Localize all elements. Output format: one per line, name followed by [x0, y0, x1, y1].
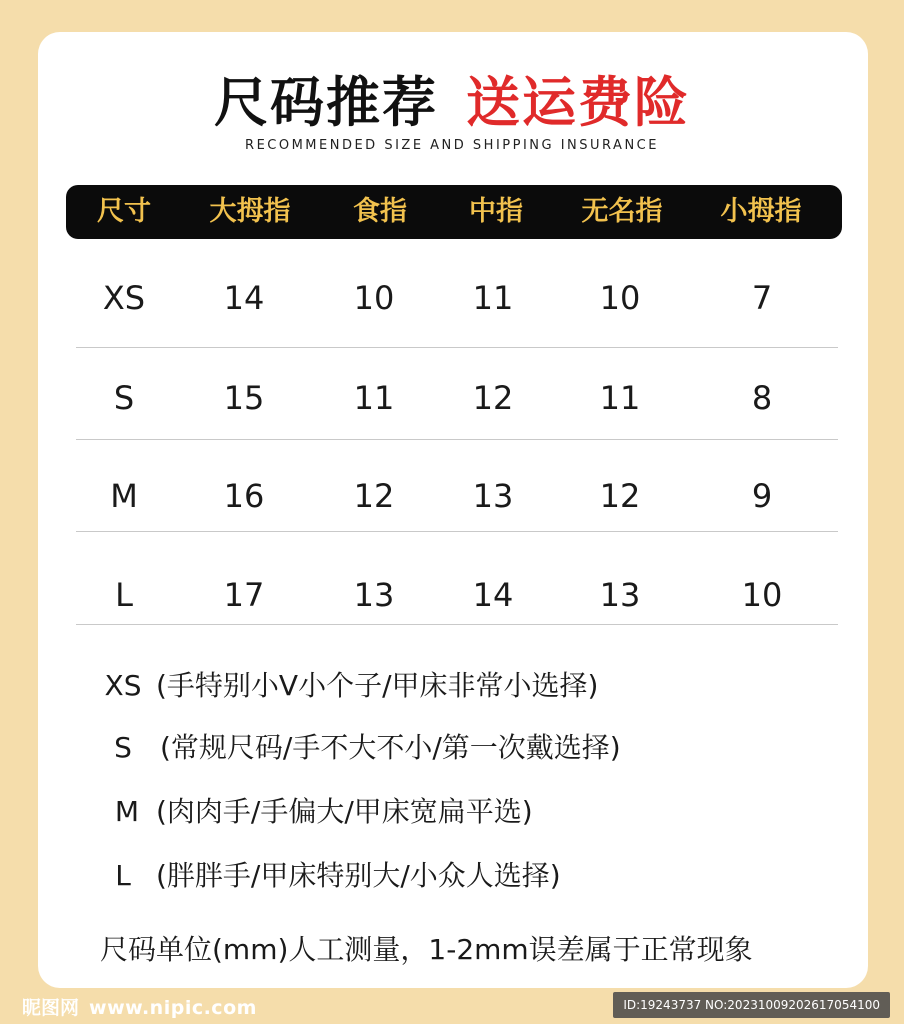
note-text: (胖胖手/甲床特别大/小众人选择): [156, 859, 561, 892]
table-row: [0, 466, 904, 526]
table-cell: 16: [223, 477, 265, 515]
page-subtitle: RECOMMENDED SIZE AND SHIPPING INSURANCE: [245, 138, 659, 153]
note-size: L: [115, 859, 131, 892]
table-cell: 11: [353, 379, 395, 417]
header-cell: 尺寸: [97, 196, 151, 227]
table-cell: XS: [102, 279, 146, 317]
table-header: [66, 185, 842, 239]
page-title: [0, 70, 904, 136]
header-cell: 无名指: [581, 196, 663, 227]
table-cell: 8: [751, 379, 773, 417]
watermark-id: ID:19243737 NO:20231009202617054100: [613, 992, 890, 1018]
table-cell: M: [110, 477, 138, 515]
table-cell: 12: [472, 379, 514, 417]
row-divider: [76, 624, 838, 625]
watermark-logo-text: 昵图网: [22, 997, 80, 1019]
watermark-bar: [0, 986, 904, 1024]
watermark-site: www.nipic.com: [89, 997, 257, 1019]
table-cell: 9: [751, 477, 773, 515]
header-cell: 中指: [469, 196, 523, 227]
table-cell: L: [115, 576, 133, 614]
table-cell: 13: [599, 576, 641, 614]
watermark-logo: [22, 993, 257, 1020]
table-cell: 10: [741, 576, 783, 614]
table-row: [0, 368, 904, 428]
table-cell: 14: [472, 576, 514, 614]
table-cell: 17: [223, 576, 265, 614]
table-row: [0, 565, 904, 625]
table-row: [0, 268, 904, 328]
note-text: (常规尺码/手不大不小/第一次戴选择): [160, 731, 621, 764]
header-cell: 食指: [353, 196, 407, 227]
table-cell: 7: [751, 279, 773, 317]
table-cell: 11: [472, 279, 514, 317]
table-cell: 13: [353, 576, 395, 614]
header-cell: 小拇指: [720, 196, 802, 227]
measurement-note: 尺码单位(mm)人工测量，1-2mm误差属于正常现象: [100, 933, 753, 966]
note-size: S: [114, 731, 132, 764]
table-cell: S: [113, 379, 135, 417]
table-cell: 12: [353, 477, 395, 515]
note-size: XS: [104, 669, 142, 702]
table-cell: 10: [353, 279, 395, 317]
row-divider: [76, 439, 838, 440]
table-cell: 12: [599, 477, 641, 515]
title-highlight: 送运费险: [466, 71, 690, 134]
title-main: 尺码推荐: [214, 71, 438, 134]
table-cell: 11: [599, 379, 641, 417]
table-cell: 15: [223, 379, 265, 417]
table-cell: 13: [472, 477, 514, 515]
row-divider: [76, 531, 838, 532]
row-divider: [76, 347, 838, 348]
note-size: M: [114, 795, 140, 828]
table-cell: 10: [599, 279, 641, 317]
header-cell: 大拇指: [209, 196, 291, 227]
note-text: (肉肉手/手偏大/甲床宽扁平选): [156, 795, 533, 828]
note-text: (手特别小V小个子/甲床非常小选择): [156, 669, 599, 702]
table-cell: 14: [223, 279, 265, 317]
